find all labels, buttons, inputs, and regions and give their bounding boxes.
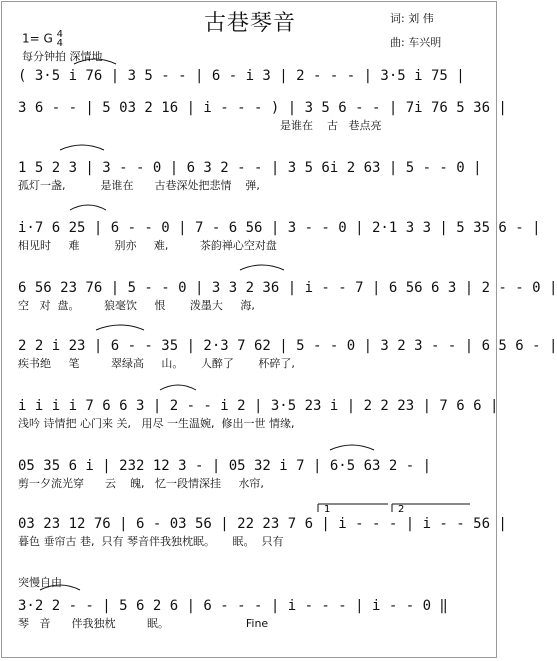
notes-line: 6 56 23 76 | 5 - - 0 | 3 3 2 36 | i - - 7 | 6 56 6 3 | 2 - - 0 | xyxy=(18,280,557,296)
time-bottom: 4 xyxy=(56,38,64,49)
score-line-5 xyxy=(18,278,557,314)
lyrics-line: 是谁在 古 巷点亮 xyxy=(280,119,382,132)
notes-line: 3·2 2 - - | 5 6 2 6 | 6 - - - | i - - - | i - - 0 ‖ xyxy=(18,598,448,614)
notes-line: i i i i 7 6 6 3 | 2 - - i 2 | 3·5 23 i | 2 2 23 | 7 6 6 | xyxy=(18,398,499,414)
tempo-change-marking: 突慢自由 xyxy=(18,576,62,589)
key-text: 1= G xyxy=(22,31,53,46)
notes-line: 03 23 12 76 | 6 - 03 56 | 22 23 7 6 | i - - - | i - - 56 | xyxy=(18,516,507,532)
composer-credit: 曲: 车兴明 xyxy=(390,36,442,49)
score-line-7 xyxy=(18,396,499,432)
lyrics-line: 暮色 垂帘古 巷, 只有 琴音伴我独枕眠。 眠。 只有 xyxy=(18,535,284,548)
notes-line: 05 35 6 i | 232 12 3 - | 05 32 i 7 | 6·5 63 2 - | xyxy=(18,458,432,474)
key-signature xyxy=(22,30,63,48)
score-line-3 xyxy=(18,158,482,194)
score-line-10 xyxy=(18,596,482,632)
score-line-9 xyxy=(18,514,507,550)
volta-1-label: 1 xyxy=(324,504,331,515)
lyrics-line: 空 对 盘。 狼毫饮 恨 泼墨大 海, xyxy=(18,299,255,312)
notes-line: i·7 6 25 | 6 - - 0 | 7 - 6 56 | 3 - - 0 | 2·1 3 3 | 5 35 6 - | xyxy=(18,220,541,236)
tempo-marking: 每分钟拍 深情地 xyxy=(22,50,103,63)
notes-line: 3 6 - - | 5 03 2 16 | i - - - ) | 3 5 6 - - | 7i 76 5 36 | xyxy=(18,100,507,116)
lyrics-line: 疾书绝 笔 翠绿高 山。 人醉了 杯碎了, xyxy=(18,357,295,370)
lyrics-line: 剪一夕流光穿 云 魄, 忆一段情深挂 水帘, xyxy=(18,477,264,490)
time-top: 4 xyxy=(56,29,64,40)
time-signature xyxy=(57,30,63,48)
score-line-8 xyxy=(18,456,482,492)
lyrics-line: 孤灯一盏, 是谁在 古巷深处把悲情 弹, xyxy=(18,179,260,192)
lyrics-line: 浅吟 诗情把 心门来 关, 用尽 一生温婉, 修出一世 情缘, xyxy=(18,417,295,430)
score-line-4 xyxy=(18,218,541,254)
score-line-6 xyxy=(18,336,557,372)
lyrics-line: 相见时 难 别亦 难, 茶韵禅心空对盘 xyxy=(18,239,277,252)
lyrics-line: 琴 音 伴我独枕 眠。 Fine xyxy=(18,617,269,630)
score-line-1 xyxy=(18,66,482,102)
notes-line: 2 2 i 23 | 6 - - 35 | 2·3 7 62 | 5 - - 0 | 3 2 3 - - | 6 5 6 - | xyxy=(18,338,557,354)
lyricist-credit: 词: 刘 伟 xyxy=(390,12,434,25)
notes-line: ( 3·5 i 76 | 3 5 - - | 6 - i 3 | 2 - - - | 3·5 i 75 | xyxy=(18,68,465,84)
score-line-2 xyxy=(18,98,507,134)
page-title: 古巷琴音 xyxy=(203,11,296,36)
volta-2-label: 2 xyxy=(398,504,405,515)
notes-line: 1 5 2 3 | 3 - - 0 | 6 3 2 - - | 3 5 6i 2 63 | 5 - - 0 | xyxy=(18,160,482,176)
